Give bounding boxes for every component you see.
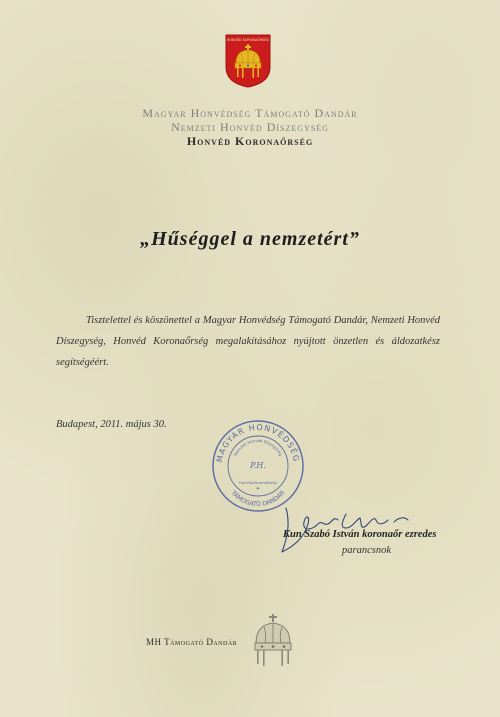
motto: „Hűséggel a nemzetért” xyxy=(140,228,360,250)
holy-crown-icon xyxy=(251,613,295,669)
svg-text:✦: ✦ xyxy=(255,486,261,492)
signer-title: parancsnok xyxy=(342,545,391,556)
emblem-banner-text: HONVÉD KORONAŐRSÉG xyxy=(226,38,270,42)
header-line-1: Magyar Honvédség Támogató Dandár xyxy=(142,106,358,120)
stamp-outer-text: MAGYAR HONVÉDSÉG xyxy=(215,422,301,464)
signer-name: Kun Szabó István koronaőr ezredes xyxy=(283,529,437,540)
stamp-center-text: P.H. xyxy=(250,461,266,470)
stamp-inner-text: Nemzeti Honvéd Díszegység xyxy=(232,437,284,457)
stamp-bottom-text: TÁMOGATÓ DANDÁR xyxy=(229,489,287,509)
official-stamp-icon xyxy=(210,418,306,514)
header-line-2: Nemzeti Honvéd Díszegység xyxy=(171,120,329,134)
footer-text: MH Támogató Dandár xyxy=(146,637,238,647)
stamp-lower-inner-text: Honvéd Koronaőrség xyxy=(239,481,277,485)
header-line-3: Honvéd Koronaőrség xyxy=(186,134,314,148)
body-text: Tisztelettel és köszönettel a Magyar Honvédség Támogató Dandár, Nemzeti Honvéd Díszegység, Honvéd Koronaőrség megalakításához nyújtott önzetlen és áldozatkész segítségéért. xyxy=(56,315,440,368)
coat-of-arms-icon xyxy=(224,33,272,88)
date: Budapest, 2011. május 30. xyxy=(56,419,167,430)
